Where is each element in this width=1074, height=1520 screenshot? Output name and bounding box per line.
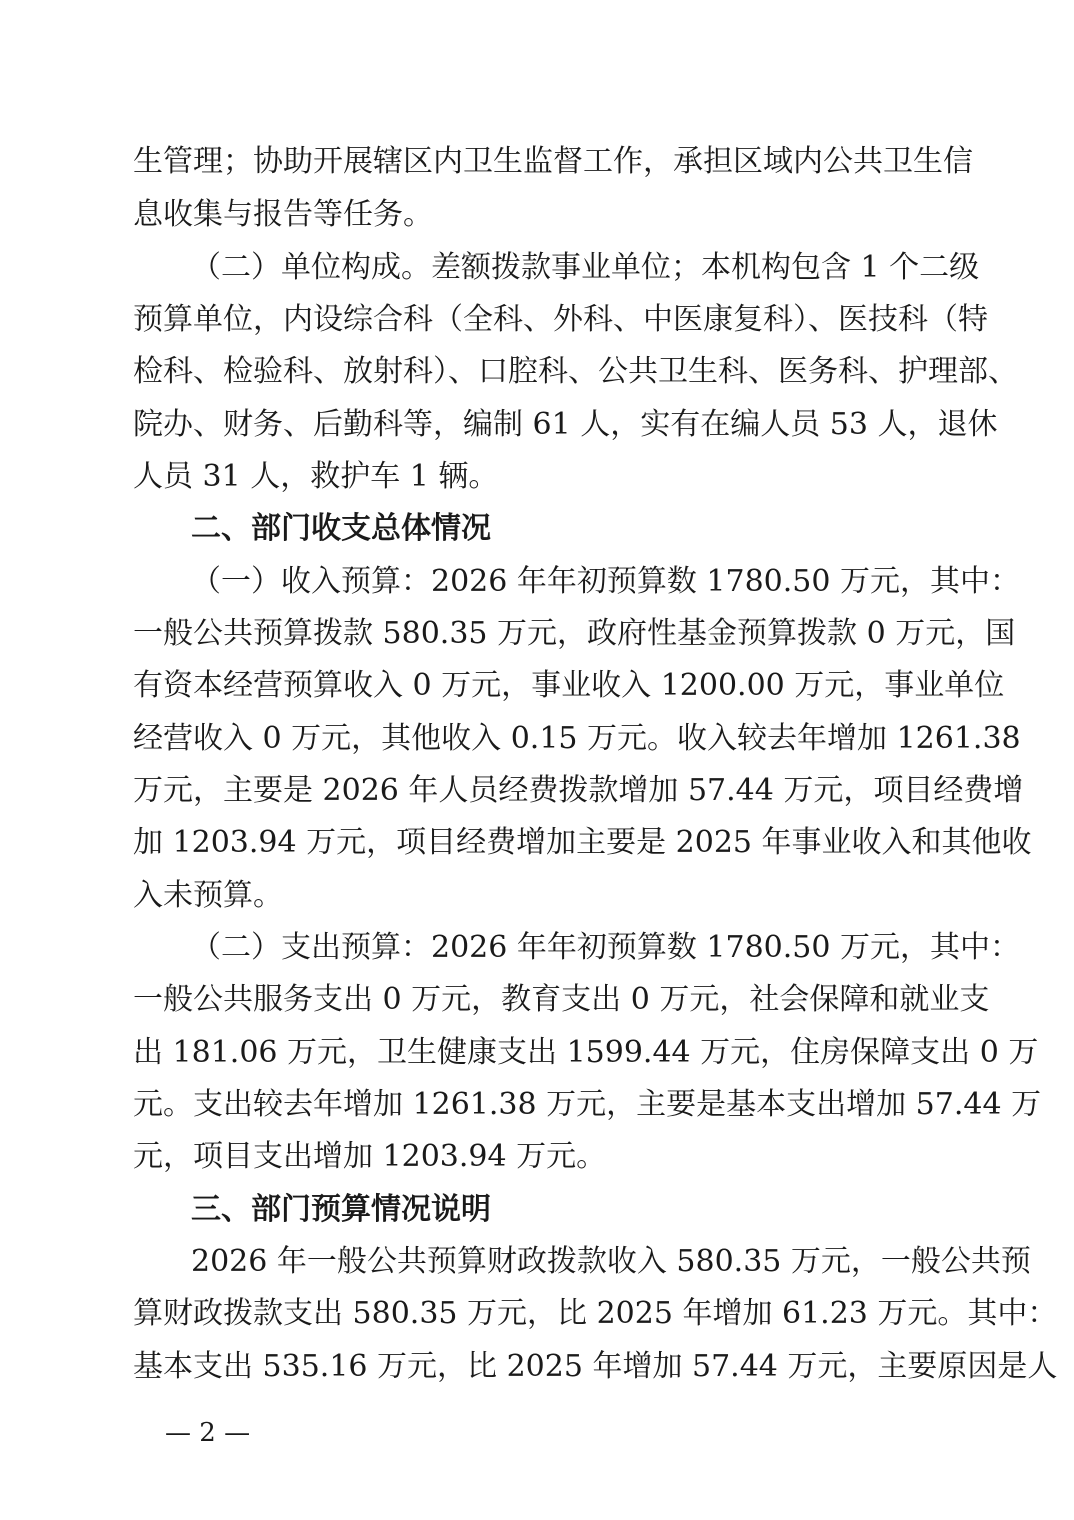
body-line: 有资本经营预算收入 0 万元，事业收入 1200.00 万元，事业单位 [133,668,1005,703]
body-line: 息收集与报告等任务。 [133,197,433,232]
body-line: 一般公共服务支出 0 万元，教育支出 0 万元，社会保障和就业支 [133,982,990,1017]
body-line: 预算单位，内设综合科（全科、外科、中医康复科）、医技科（特 [133,302,988,337]
page-number: — 2 — [165,1418,251,1448]
body-line: 经营收入 0 万元，其他收入 0.15 万元。收入较去年增加 1261.38 [133,721,1021,756]
body-line: 一般公共预算拨款 580.35 万元，政府性基金预算拨款 0 万元，国 [133,616,1016,651]
body-line: 2026 年一般公共预算财政拨款收入 580.35 万元，一般公共预 [191,1244,1031,1279]
body-line: 万元，主要是 2026 年人员经费拨款增加 57.44 万元，项目经费增 [133,773,1024,808]
body-line: （一）收入预算：2026 年年初预算数 1780.50 万元，其中： [191,564,1021,599]
body-line: 算财政拨款支出 580.35 万元，比 2025 年增加 61.23 万元。其中： [133,1296,1058,1331]
body-line: （二）单位构成。差额拨款事业单位；本机构包含 1 个二级 [191,250,980,285]
body-line: 出 181.06 万元，卫生健康支出 1599.44 万元，住房保障支出 0 万 [133,1035,1039,1070]
body-line: 加 1203.94 万元，项目经费增加主要是 2025 年事业收入和其他收 [133,825,1032,860]
body-line: 基本支出 535.16 万元，比 2025 年增加 57.44 万元，主要原因是人 [133,1349,1058,1384]
body-line: 院办、财务、后勤科等，编制 61 人，实有在编人员 53 人，退休 [133,407,998,442]
body-line: 检科、检验科、放射科）、口腔科、公共卫生科、医务科、护理部、 [133,354,1018,389]
body-line: 元，项目支出增加 1203.94 万元。 [133,1139,607,1174]
body-line: 生管理；协助开展辖区内卫生监督工作，承担区域内公共卫生信 [133,144,973,179]
section-heading: 二、部门收支总体情况 [191,511,491,546]
body-line: 入未预算。 [133,878,283,913]
body-line: （二）支出预算：2026 年年初预算数 1780.50 万元，其中： [191,930,1021,965]
body-line: 元。支出较去年增加 1261.38 万元，主要是基本支出增加 57.44 万 [133,1087,1042,1122]
body-line: 人员 31 人，救护车 1 辆。 [133,459,499,494]
section-heading: 三、部门预算情况说明 [191,1192,491,1227]
